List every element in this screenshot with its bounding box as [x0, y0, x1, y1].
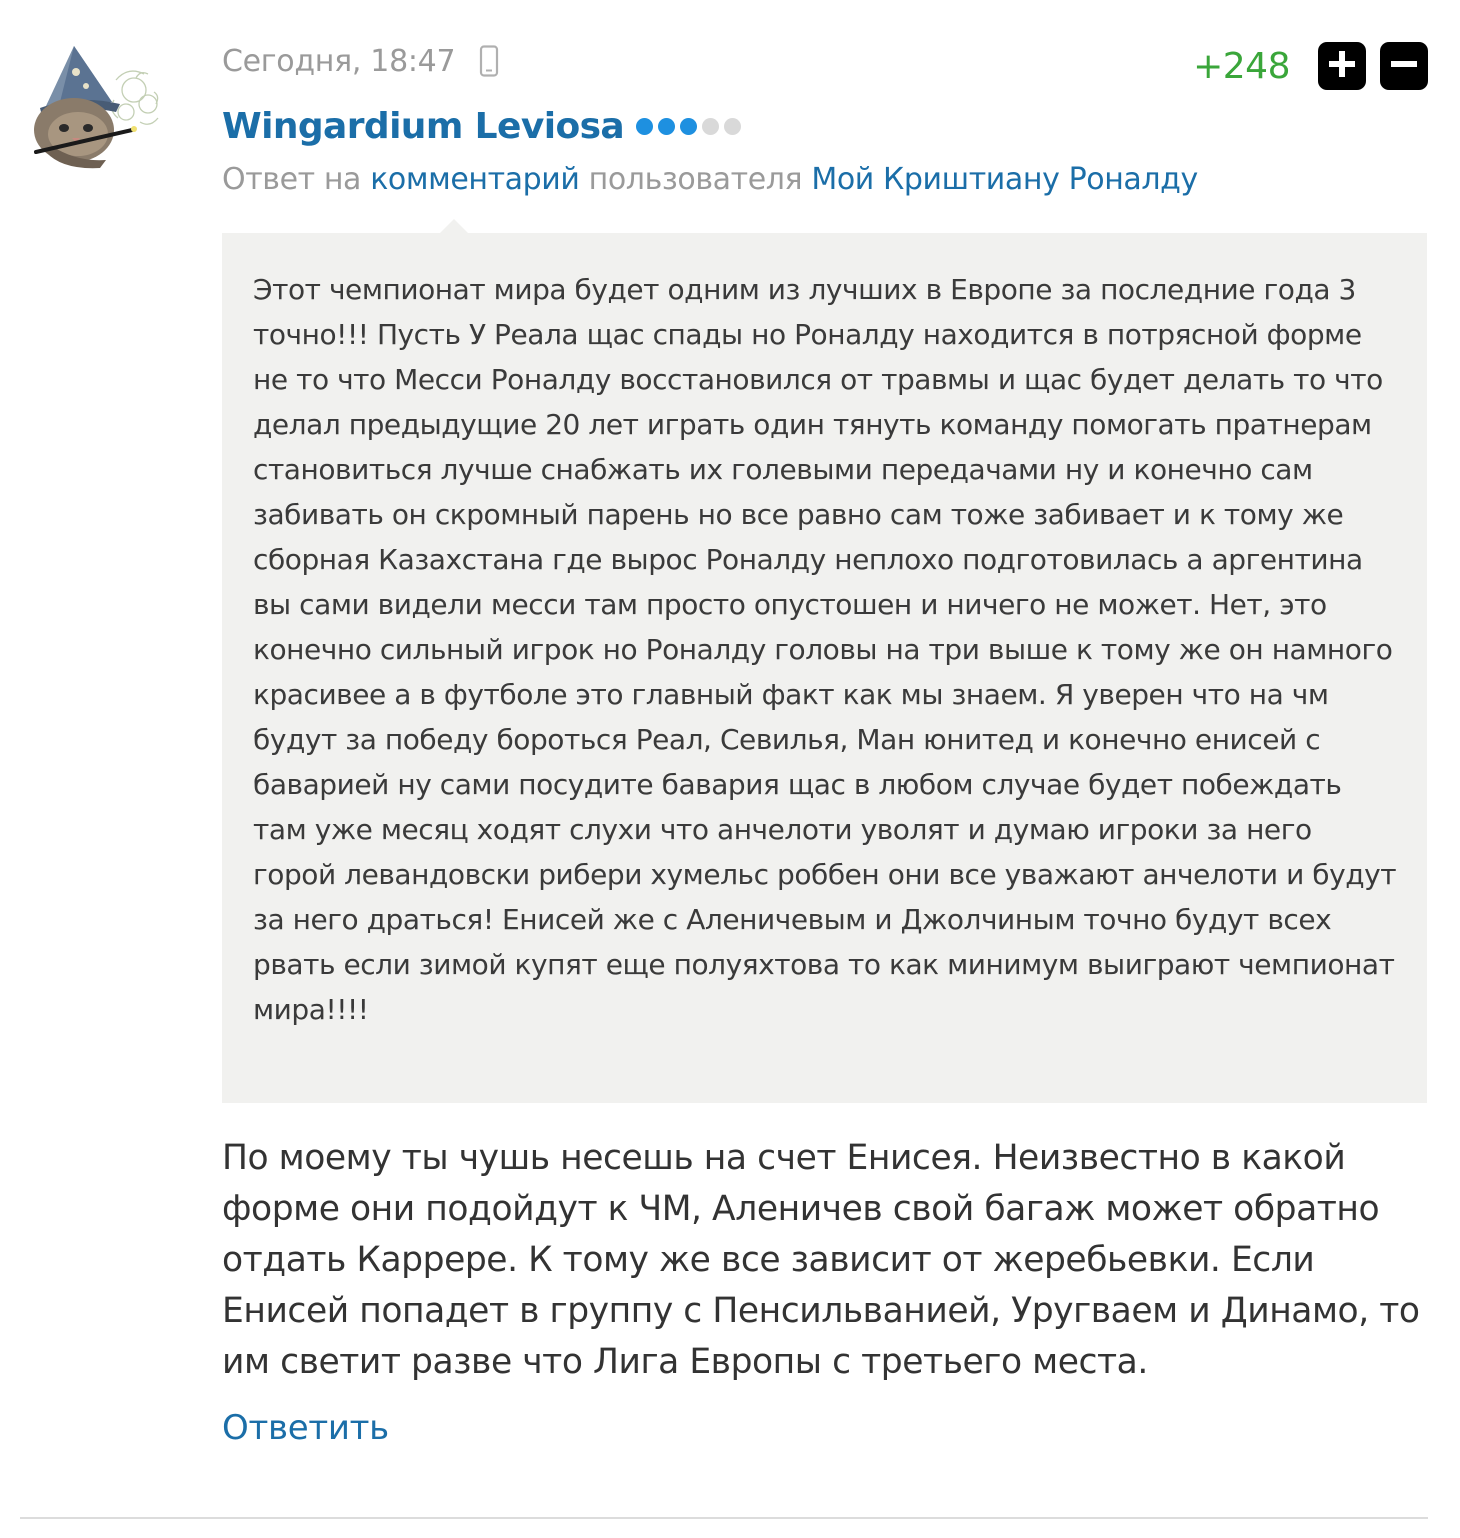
comment-date: Сегодня, 18:47	[222, 43, 456, 79]
reply-to-prefix: Ответ на	[222, 162, 362, 197]
rating-box	[1193, 42, 1428, 90]
downvote-button[interactable]	[1380, 42, 1428, 90]
level-dot-empty	[724, 118, 741, 135]
plus-icon	[1327, 49, 1357, 83]
comment-divider	[20, 1517, 1428, 1519]
comment-body: По моему ты чушь несешь на счет Енисея. Неизвестно в какой форме они подойдут к ЧМ, Аленичев свой багаж может обратно отдать Каррере. К тому же все зависит от жеребьевки. Если Енисей попадет в группу с Пенсильванией, Уругваем и Динамо, то им светит разве что Лига Европы с третьего места.	[222, 1138, 1420, 1382]
author-username[interactable]: Wingardium Leviosa	[222, 105, 625, 147]
level-dot-filled	[680, 118, 697, 135]
quoted-comment-text: Этот чемпионат мира будет одним из лучших в Европе за последние года 3 точно!!! Пусть У Реала щас спады но Роналду находится в потрясной форме не то что Месси Роналду восстановился от травмы и щас будет делать то что делал предыдущие 20 лет играть один тянуть команду помогать пратнерам становиться лучше снабжать их голевыми передачами ну и конечно сам забивать он скромный парень но все равно сам тоже забивает и к тому же сборная Казахстана где вырос Роналду неплохо подготовилась а аргентина вы сами видели месси там просто опустошен и ничего не может. Нет, это конечно сильный игрок но Роналду головы на три выше к тому же он намного красивее а в футболе это главный факт как мы знаем. Я уверен что на чм будут за победу бороться Реал, Севилья, Ман юнитед и конечно енисей с баварией ну сами посудите бавария щас в любом случае будет побеждать там уже месяц ходят слухи что анчелоти уволят и думаю игроки за него горой левандовски рибери хумельс роббен они все уважают анчелоти и будут за него драться! Енисей же с Аленичевым и Джолчиным точно будут всех рвать если зимой купят еще полуяхтова то как минимум выиграют чемпионат мира!!!!	[253, 273, 1397, 1026]
level-dot-empty	[702, 118, 719, 135]
minus-icon	[1389, 49, 1419, 83]
user-level-indicator	[636, 118, 746, 135]
parent-author-link[interactable]: Мой Криштиану Роналду	[811, 162, 1198, 197]
level-dot-filled	[658, 118, 675, 135]
reply-to-middle: пользователя	[588, 162, 803, 197]
mobile-phone-icon	[479, 45, 499, 77]
quoted-comment	[222, 233, 1427, 1103]
parent-comment-link[interactable]: комментарий	[370, 162, 580, 197]
comment-meta	[222, 40, 499, 82]
avatar[interactable]	[16, 42, 166, 177]
level-dot-filled	[636, 118, 653, 135]
comment-rating: +248	[1193, 45, 1290, 87]
author-row	[222, 100, 746, 152]
upvote-button[interactable]	[1318, 42, 1366, 90]
reply-button[interactable]: Ответить	[222, 1408, 389, 1448]
reply-to-line	[222, 162, 1198, 197]
